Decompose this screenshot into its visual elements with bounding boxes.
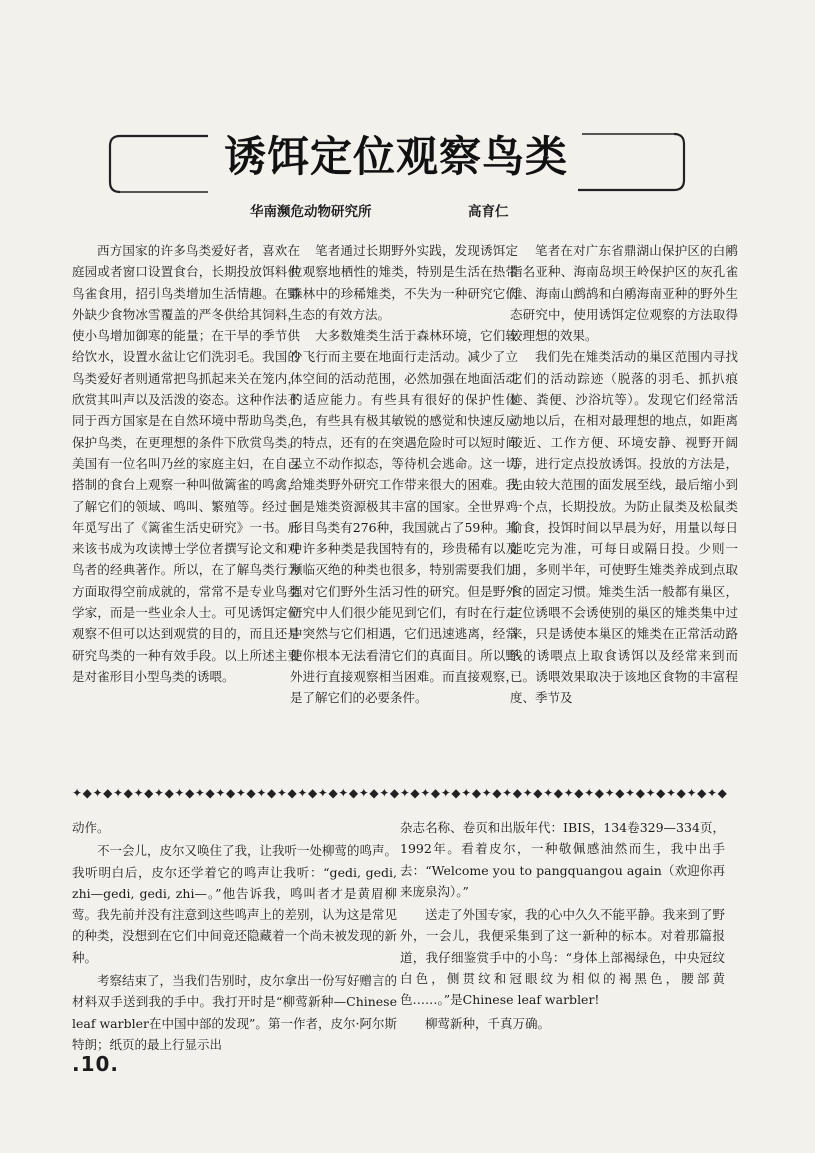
paragraph: 杂志名称、卷页和出版年代：IBIS，134卷329—334页，1992年。看着皮尔，一种敬佩感油然而生，我中出手去：“Welcome you to pangquangou again（欢迎你再来庞泉沟）。” [400,820,725,899]
lower-text-right [400,817,725,1036]
paragraph: 笔者通过长期野外实践，发现诱饵定位观察地栖性的雉类，特别是生活在热带森林中的珍稀雉类，不失为一种研究它们生态的有效方法。 [290,243,518,322]
ornamental-divider: ✦◆✦◆✦◆✦◆✦◆✦◆✦◆✦◆✦◆✦◆✦◆✦◆✦◆✦◆✦◆✦◆✦◆✦◆✦◆✦◆✦◆✦◆✦◆✦◆✦◆✦◆✦◆✦◆✦◆✦◆✦◆✦◆ [72,786,728,800]
paragraph: 送走了外国专家，我的心中久久不能平静。我来到了野外，一会儿，我便采集到了这一新种的标本。对着那篇报道，我仔细鉴赏手中的小鸟：“身体上部褐绿色，中央冠纹白色，侧贯纹和冠眼纹为相似的褐黑色，腰部黄色……。”是Chinese leaf warbler! [400,907,726,1008]
paragraph: 西方国家的许多鸟类爱好者，喜欢在庭园或者窗口设置食台，长期投放饵料供鸟雀食用，招引鸟类增加生活情趣。在野外缺少食物冰雪覆盖的严冬供给其饲料，使小鸟增加御寒的能量；在干旱的季节供给饮水，设置水盆让它们洗羽毛。我国的鸟类爱好者则通常把鸟抓起来关在笼内，欣赏其叫声以及活泼的姿态。这种作法不同于西方国家是在自然环境中帮助鸟类，保护鸟类，在更理想的条件下欣赏鸟类。美国有一位名叫乃丝的家庭主妇，在自己搭制的食台上观察一种叫做篱雀的鸣禽，了解它们的领域、鸣叫、繁殖等。经过十年觅写出了《篱雀生活史研究》一书。后来该书成为攻读博士学位者撰写论文和观鸟者的经典著作。所以，在了解鸟类行为方面取得空前成就的，常常不是专业鸟类学家，而是一些业余人士。可见诱饵定位观察不但可以达到观赏的目的，而且还是研究鸟类的一种有效手段。以上所述主要是对雀形目小型鸟类的诱喂。 [72,243,300,684]
text-column-3 [510,240,738,709]
author-institute: 华南濒危动物研究所 [250,204,372,220]
lower-text-left [72,817,397,1057]
paragraph: 柳莺新种，千真万确。 [425,1015,551,1031]
paragraph: 考察结束了，当我们告别时，皮尔拿出一份写好赠言的材料双手送到我的手中。我打开时是“柳莺新种—Chinese leaf warbler在中国中部的发现”。第一作者，皮尔·阿尔斯特朗；纸页的最上行显示出 [72,973,398,1052]
paragraph: 我们先在雉类活动的巢区范围内寻找它们的活动踪迹（脱落的羽毛、抓扒痕迹、粪便、沙浴坑等）。发现它们经常活动地以后，在相对最理想的地点，如距离较近、工作方便、环境安静、视野开阔等，进行定点投放诱饵。投放的方法是，先由较大范围的面发展至线，最后缩小到一个点，长期投放。为防止鼠类及松鼠类偷食，投饵时间以早晨为好，用量以每日能吃完为准，可每日或隔日投。少则一月，多则半年，可使野生雉类养成到点取食的固定习惯。雉类生活一般都有巢区，定位诱喂不会诱使别的巢区的雉类集中过来，只是诱使本巢区的雉类在正常活动路线的诱喂点上取食诱饵以及经常来到而已。诱喂效果取决于该地区食物的丰富程度、季节及 [510,349,738,706]
author-name: 高育仁 [468,204,509,220]
text-column-1 [72,240,300,687]
article-title: 诱饵定位观察鸟类 [210,124,582,184]
paragraph: 大多数雉类生活于森林环境，它们较少飞行而主要在地面行走活动。减少了立体空间的活动范围，必然加强在地面活动的适应能力。有些具有很好的保护性体色，有些具有极其敏锐的感觉和快速反应的特点，还有的在突遇危险时可以短时间呆立不动作拟态，等待机会逃命。这一切给雉类野外研究工作带来很大的困难。我国是雉类资源极其丰富的国家。全世界鸡形目鸟类有276种，我国就占了59种。其中许多种类是我国特有的，珍贵稀有以及濒临灭绝的种类也很多，特别需要我们加强对它们野外生活习性的研究。但是野外研究中人们很少能见到它们，有时在行走中突然与它们相遇，它们迅速逃离，经常使你根本无法看清它们的真面目。所以野外进行直接观察相当困难。而直接观察，是了解它们的必要条件。 [290,328,518,706]
text-column-2 [290,240,518,709]
paragraph: 笔者在对广东省鼎湖山保护区的白鹇指名亚种、海南岛坝王岭保护区的灰孔雀雉、海南山鹧鸪和白鹇海南亚种的野外生态研究中，使用诱饵定位观察的方法取得较理想的效果。 [510,243,738,344]
paragraph: 动作。 [72,820,110,835]
paragraph: 不一会儿，皮尔又唤住了我，让我听一处柳莺的鸣声。我听明白后，皮尔还学着它的鸣声让我听：“gedi, gedi, zhi—gedi, gedi, zhi—。”他告诉我，鸣叫者才是黄眉柳莺。我先前并没有注意到这些鸣声上的差别，认为这是常见的种类，没想到在它们中间竟还隐藏着一个尚未被发现的新种。 [72,843,398,965]
page-number: .10. [72,1052,120,1076]
